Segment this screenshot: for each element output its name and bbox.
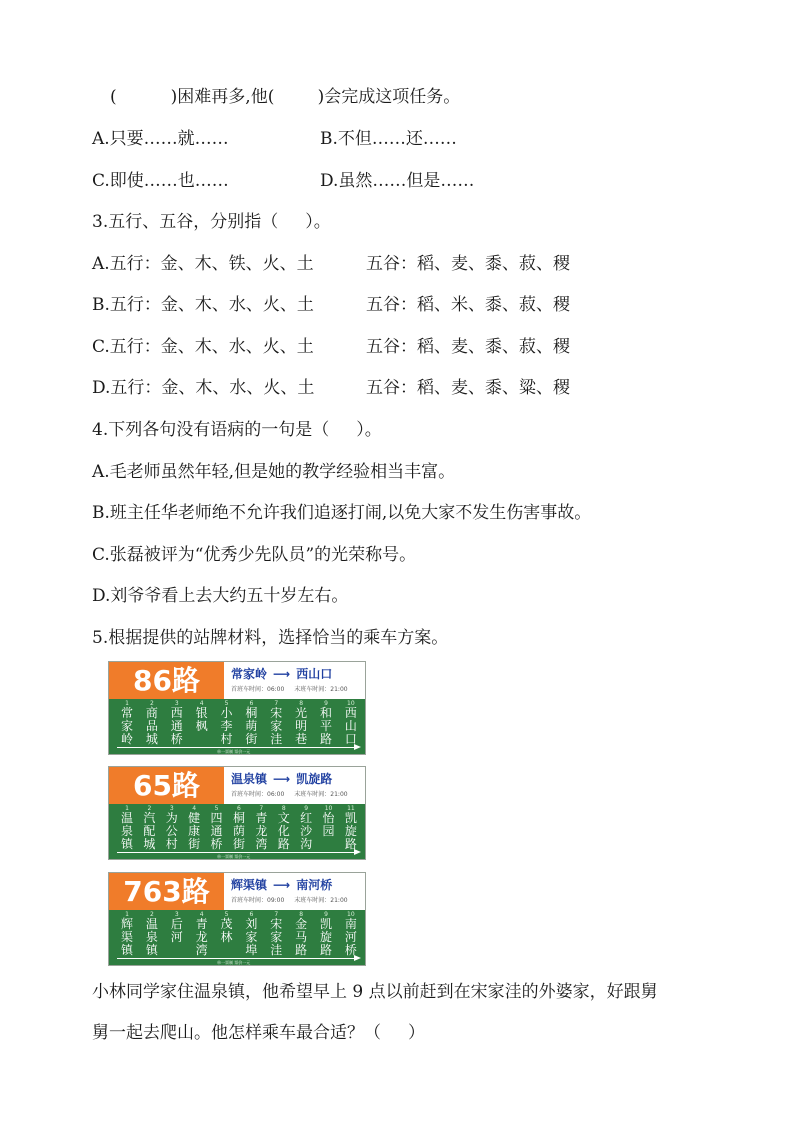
bus-stop (194, 701, 210, 745)
q4-option-d: D.刘爷爷看上去大约五十岁左右。 (92, 586, 349, 606)
route-destination: 西山口 (296, 667, 333, 681)
bus-stop (169, 912, 185, 956)
stop-name: 健 康 街 (188, 811, 201, 851)
stop-list (119, 806, 359, 850)
stop-number: 4 (199, 700, 204, 707)
stop-name: 和 平 路 (319, 706, 332, 746)
bus-stop (243, 701, 259, 745)
stop-number: 7 (274, 911, 279, 918)
last-bus-time: 末班车时间：21:00 (294, 686, 348, 693)
stop-name: 小 李 村 (220, 706, 233, 746)
route-number: 763路 (109, 873, 224, 910)
bus-stop (119, 806, 135, 850)
route-line (117, 958, 355, 959)
bus-stop (276, 806, 292, 850)
stop-name: 辉 渠 镇 (120, 917, 133, 957)
bus-stop (343, 806, 359, 850)
stop-number: 9 (324, 700, 328, 707)
stop-number: 8 (299, 911, 304, 918)
bus-stop (186, 806, 202, 850)
stop-number: 2 (147, 805, 152, 812)
route-number: 65路 (109, 767, 224, 804)
bus-stop (298, 806, 314, 850)
first-bus-time: 首班车时间：06:00 (231, 686, 285, 693)
bus-stop (119, 912, 135, 956)
stop-name: 宋 家 洼 (270, 706, 283, 746)
first-bus-time: 首班车时间：09:00 (231, 897, 285, 904)
bus-stop (119, 701, 135, 745)
q3-option-a: A.五行：金、木、铁、火、土 (92, 254, 314, 274)
stop-number: 6 (249, 700, 254, 707)
q3-option-b-gu: 五谷：稻、米、黍、菽、稷 (366, 295, 570, 315)
q2-option-c: C.即使……也…… (92, 171, 229, 191)
stop-number: 10 (324, 805, 333, 812)
route-origin: 辉渠镇 (231, 878, 268, 892)
stop-name: 红 沙 沟 (300, 811, 313, 851)
service-times (231, 789, 363, 798)
q2-option-d: D.虽然……但是…… (320, 171, 475, 191)
route-destination: 凯旋路 (296, 772, 333, 786)
stop-name: 西 通 桥 (170, 706, 183, 746)
stop-name: 汽 配 城 (143, 811, 156, 851)
q4-option-a: A.毛老师虽然年轻,但是她的教学经验相当丰富。 (92, 462, 456, 482)
q4-option-b: B.班主任华老师绝不允许我们追逐打闹,以免大家不发生伤害事故。 (92, 503, 592, 523)
q5-text-line-2: 舅一起去爬山。他怎样乘车最合适？（ ） (92, 1023, 426, 1043)
bus-stop (144, 912, 160, 956)
bus-stop (231, 806, 247, 850)
stop-name: 温 泉 镇 (145, 917, 158, 957)
stop-number: 2 (149, 700, 154, 707)
q2-stem: ( )困难再多,他( )会完成这项任务。 (110, 87, 461, 107)
stop-number: 3 (174, 911, 179, 918)
q3-option-a-gu: 五谷：稻、麦、黍、菽、稷 (366, 254, 570, 274)
stop-number: 3 (174, 700, 179, 707)
stop-list (119, 701, 359, 745)
stop-number: 1 (125, 805, 129, 812)
bus-stop (318, 701, 334, 745)
fare-note: 单一票制 票价一元 (217, 854, 251, 859)
bus-sign-763 (108, 872, 366, 966)
stop-name: 文 化 路 (277, 811, 290, 851)
bus-stop (219, 912, 235, 956)
route-line (117, 747, 355, 748)
route-direction (231, 876, 359, 893)
route-destination: 南河桥 (296, 878, 333, 892)
bus-stop (343, 912, 359, 956)
stop-name: 商 品 城 (145, 706, 158, 746)
stop-list (119, 912, 359, 956)
route-line (117, 852, 355, 853)
bus-stop (268, 701, 284, 745)
stop-number: 1 (125, 911, 129, 918)
q2-option-a: A.只要……就…… (92, 129, 229, 149)
stop-name: 西 山 口 (344, 706, 357, 746)
stop-name: 光 明 巷 (295, 706, 308, 746)
stop-name: 刘 家 埠 (245, 917, 258, 957)
stop-name: 怡 园 (322, 811, 335, 838)
q5-text-line-1: 小林同学家住温泉镇，他希望早上 9 点以前赶到在宋家洼的外婆家，好跟舅 (92, 982, 658, 1002)
q4-stem: 4.下列各句没有语病的一句是（ ）。 (92, 420, 382, 440)
bus-stop (164, 806, 180, 850)
stop-name: 四 通 桥 (210, 811, 223, 851)
stop-number: 8 (281, 805, 286, 812)
bus-stop (144, 701, 160, 745)
bus-stop (268, 912, 284, 956)
bus-stop (194, 912, 210, 956)
stop-name: 宋 家 洼 (270, 917, 283, 957)
service-times (231, 895, 363, 904)
last-bus-time: 末班车时间：21:00 (294, 897, 348, 904)
stops-panel (109, 910, 365, 965)
stops-panel (109, 699, 365, 754)
bus-stop (219, 701, 235, 745)
stop-name: 桐 萌 街 (245, 706, 258, 746)
service-times (231, 684, 363, 693)
stop-name: 南 河 桥 (344, 917, 357, 957)
stop-number: 5 (224, 700, 229, 707)
q3-option-d-gu: 五谷：稻、麦、黍、粱、稷 (366, 378, 570, 398)
bus-stop (321, 806, 337, 850)
stop-name: 青 龙 湾 (255, 811, 268, 851)
arrow-right-icon: ⟶ (273, 772, 291, 786)
last-bus-time: 末班车时间：21:00 (294, 791, 348, 798)
bus-stop (141, 806, 157, 850)
route-number: 86路 (109, 662, 224, 699)
stop-number: 1 (125, 700, 129, 707)
bus-stop (293, 912, 309, 956)
stop-number: 5 (224, 911, 229, 918)
first-bus-time: 首班车时间：06:00 (231, 791, 285, 798)
stop-number: 7 (259, 805, 264, 812)
stop-name: 凯 旋 路 (319, 917, 332, 957)
stop-number: 4 (192, 805, 197, 812)
q3-option-b: B.五行：金、木、水、火、土 (92, 295, 314, 315)
stop-number: 9 (324, 911, 328, 918)
stop-number: 8 (299, 700, 304, 707)
q3-option-c: C.五行：金、木、水、火、土 (92, 337, 314, 357)
arrow-right-icon: ⟶ (273, 878, 291, 892)
stop-number: 7 (274, 700, 279, 707)
arrowhead-icon (354, 955, 361, 961)
stop-name: 凯 旋 路 (344, 811, 357, 851)
stop-name: 青 龙 湾 (195, 917, 208, 957)
bus-stop (343, 701, 359, 745)
stop-name: 金 马 路 (295, 917, 308, 957)
arrowhead-icon (354, 849, 361, 855)
stop-name: 常 家 岭 (120, 706, 133, 746)
stop-name: 温 泉 镇 (120, 811, 133, 851)
fare-note: 单一票制 票价一元 (217, 749, 251, 754)
q5-stem: 5.根据提供的站牌材料，选择恰当的乘车方案。 (92, 628, 449, 648)
stop-name: 银 枫 (195, 706, 208, 733)
stop-number: 6 (237, 805, 241, 812)
stop-number: 10 (347, 911, 355, 918)
stop-name: 为 公 村 (165, 811, 178, 851)
q2-option-b: B.不但……还…… (320, 129, 457, 149)
stop-number: 6 (249, 911, 254, 918)
bus-stop (253, 806, 269, 850)
bus-stop (243, 912, 259, 956)
stop-name: 后 河 (170, 917, 183, 944)
stop-number: 2 (149, 911, 154, 918)
bus-stop (293, 701, 309, 745)
bus-sign-65 (108, 766, 366, 860)
q3-stem: 3.五行、五谷，分别指（ ）。 (92, 212, 331, 232)
route-direction (231, 770, 359, 787)
arrowhead-icon (354, 744, 361, 750)
route-origin: 温泉镇 (231, 772, 268, 786)
route-origin: 常家岭 (231, 667, 268, 681)
stop-number: 10 (347, 700, 355, 707)
q3-option-d: D.五行：金、木、水、火、土 (92, 378, 315, 398)
stop-name: 桐 荫 街 (232, 811, 245, 851)
stop-number: 11 (347, 805, 355, 812)
stop-number: 9 (304, 805, 309, 812)
bus-stop (209, 806, 225, 850)
stop-number: 3 (169, 805, 174, 812)
q4-option-c: C.张磊被评为“优秀少先队员”的光荣称号。 (92, 545, 417, 565)
q3-option-c-gu: 五谷：稻、麦、黍、菽、稷 (366, 337, 570, 357)
arrow-right-icon: ⟶ (273, 667, 291, 681)
stops-panel (109, 804, 365, 859)
bus-stop (169, 701, 185, 745)
stop-number: 5 (214, 805, 219, 812)
stop-name: 茂 林 (220, 917, 233, 944)
bus-stop (318, 912, 334, 956)
stop-number: 4 (199, 911, 204, 918)
fare-note: 单一票制 票价一元 (217, 960, 251, 965)
bus-sign-86 (108, 661, 366, 755)
route-direction (231, 665, 359, 682)
